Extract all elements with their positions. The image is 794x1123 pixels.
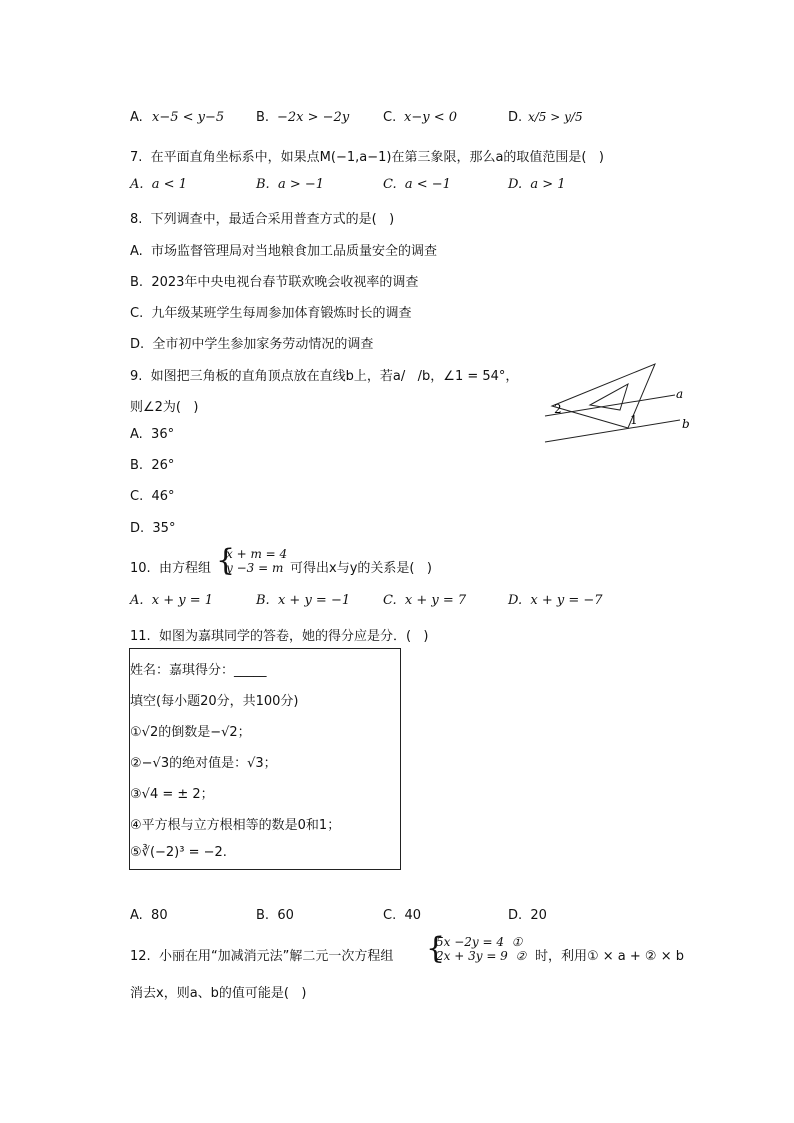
q8-option-d: D. 全市初中学生参加家务劳动情况的调查	[130, 337, 374, 352]
q9-stem-line1: 9. 如图把三角板的直角顶点放在直线b上，若a/ /b，∠1 = 54°，	[130, 369, 519, 384]
q7-option-a: A. a < 1	[130, 177, 187, 192]
q11-stem: 11. 如图为嘉琪同学的答卷，她的得分应是分．( )	[130, 629, 429, 644]
q10-prefix: 10. 由方程组	[130, 561, 211, 576]
q9-option-d: D. 35°	[130, 521, 176, 536]
q7-stem: 7. 在平面直角坐标系中，如果点M(−1,a−1)在第三象限，那么a的取值范围是( )	[130, 150, 604, 165]
line-a	[545, 395, 675, 416]
q12-prefix: 12. 小丽在用“加减消元法”解二元一次方程组	[130, 949, 394, 964]
q12-eq1: 5x −2y = 4 ①	[436, 935, 523, 949]
angle-2-label: 2	[554, 402, 562, 416]
q10-option-d: D. x + y = −7	[508, 593, 603, 608]
q11-option-a: A. 80	[130, 908, 168, 923]
angle-1-label: 1	[630, 413, 638, 427]
q9-option-c: C. 46°	[130, 489, 175, 504]
q6-option-b-label: B.	[256, 110, 270, 125]
q10-option-c: C. x + y = 7	[383, 593, 467, 608]
q8-option-c: C. 九年级某班学生每周参加体育锻炼时长的调查	[130, 306, 412, 321]
q6-option-d: x/5 > y/5	[528, 110, 583, 124]
answer-sheet-line-2: 填空(每小题20分，共100分)	[130, 694, 299, 709]
q6-option-d-label: D.	[508, 110, 523, 125]
line-b-label: b	[682, 417, 690, 431]
q12-eq2: 2x + 3y = 9 ②	[436, 949, 527, 963]
answer-sheet-line-3: ①√2的倒数是−√2；	[130, 725, 251, 740]
q12-line2: 消去x，则a、b的值可能是( )	[130, 986, 307, 1001]
q7-option-d: D. a > 1	[508, 177, 566, 192]
q12-brace: {	[426, 931, 446, 966]
q6-option-a-label: A.	[130, 110, 143, 125]
q10-option-a: A. x + y = 1	[130, 593, 214, 608]
q6-option-a: x−5 < y−5	[152, 110, 225, 125]
answer-sheet-line-4: ②−√3的绝对值是：√3；	[130, 756, 277, 771]
q12-suffix: 时，利用① × a + ② × b	[535, 949, 684, 964]
q8-option-a: A. 市场监督管理局对当地粮食加工品质量安全的调查	[130, 244, 438, 259]
q10-eq1: x + m = 4	[226, 547, 288, 561]
q10-suffix: 可得出x与y的关系是( )	[290, 561, 432, 576]
answer-sheet-line-6: ④平方根与立方根相等的数是0和1；	[130, 818, 341, 833]
line-a-label: a	[676, 387, 684, 401]
answer-sheet-box	[129, 648, 401, 870]
q6-option-c: x−y < 0	[404, 110, 457, 125]
q10-brace: {	[216, 543, 236, 578]
triangle-ruler	[552, 364, 655, 428]
q11-option-d: D. 20	[508, 908, 547, 923]
q9-option-a: A. 36°	[130, 427, 175, 442]
q7-option-c: C. a < −1	[383, 177, 451, 192]
q9-stem-line2: 则∠2为( )	[130, 400, 199, 415]
triangle-ruler-figure	[540, 358, 700, 448]
q11-option-b: B. 60	[256, 908, 294, 923]
q8-stem: 8. 下列调查中，最适合采用普查方式的是( )	[130, 212, 395, 227]
q6-option-b: −2x > −2y	[277, 110, 350, 125]
q10-option-b: B. x + y = −1	[256, 593, 351, 608]
q10-eq2: y −3 = m	[226, 561, 284, 575]
q11-option-c: C. 40	[383, 908, 422, 923]
q6-option-c-label: C.	[383, 110, 397, 125]
q8-option-b: B. 2023年中央电视台春节联欢晚会收视率的调查	[130, 275, 419, 290]
answer-sheet-line-5: ③√4 = ± 2；	[130, 787, 214, 802]
q9-option-b: B. 26°	[130, 458, 175, 473]
answer-sheet-line-1: 姓名：嘉琪得分：_____	[130, 663, 267, 678]
answer-sheet-line-7: ⑤∛(−2)³ = −2.	[130, 845, 227, 860]
q7-option-b: B. a > −1	[256, 177, 325, 192]
